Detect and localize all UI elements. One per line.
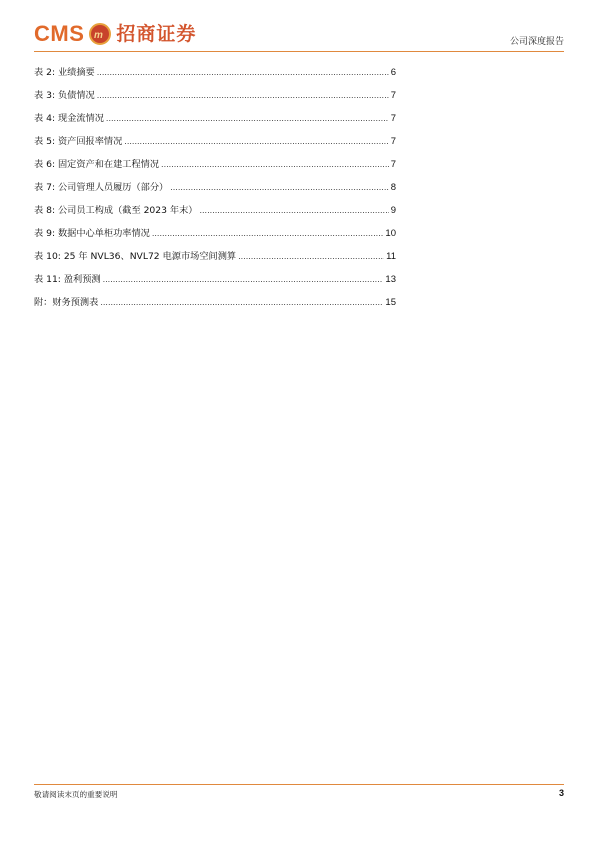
- logo-company-name: 招商证券: [116, 22, 197, 45]
- toc-entry-label: 表 11: 盈利预测: [34, 274, 101, 285]
- toc-entry[interactable]: [34, 271, 396, 294]
- toc-entry-page: 15: [385, 297, 396, 308]
- toc-entry-page: 11: [386, 251, 396, 262]
- toc-entry[interactable]: [34, 133, 396, 156]
- footer-divider: [34, 784, 564, 785]
- toc-leader-dots: [97, 91, 389, 100]
- table-of-contents: [34, 64, 396, 317]
- toc-entry[interactable]: [34, 156, 396, 179]
- report-type-label: 公司深度报告: [509, 37, 564, 47]
- toc-entry-page: 8: [390, 182, 396, 193]
- toc-entry-page: 7: [390, 159, 396, 170]
- toc-entry-page: 9: [390, 205, 396, 216]
- toc-entry-label: 表 9: 数据中心单柜功率情况: [34, 228, 150, 239]
- toc-leader-dots: [97, 68, 389, 77]
- toc-entry[interactable]: [34, 248, 396, 271]
- company-logo: [34, 18, 196, 50]
- page-header: [34, 18, 564, 54]
- toc-leader-dots: [106, 114, 389, 123]
- logo-text: CMS: [34, 21, 85, 46]
- toc-entry[interactable]: [34, 179, 396, 202]
- toc-leader-dots: [152, 229, 384, 238]
- disclaimer-note: 敬请阅读末页的重要说明: [34, 790, 118, 799]
- toc-entry[interactable]: [34, 64, 396, 87]
- toc-leader-dots: [103, 275, 384, 284]
- toc-entry-page: 6: [390, 67, 396, 78]
- page-number: 3: [558, 788, 564, 798]
- toc-entry-label: 表 2: 业绩摘要: [34, 67, 95, 78]
- toc-entry-page: 10: [385, 228, 396, 239]
- toc-entry-label: 表 5: 资产回报率情况: [34, 136, 123, 147]
- toc-leader-dots: [100, 298, 383, 307]
- toc-entry-page: 7: [390, 136, 396, 147]
- toc-entry-label: 表 3: 负债情况: [34, 90, 95, 101]
- toc-entry-page: 7: [390, 113, 396, 124]
- toc-entry-page: 7: [390, 90, 396, 101]
- toc-leader-dots: [124, 137, 388, 146]
- toc-entry[interactable]: [34, 225, 396, 248]
- toc-entry[interactable]: [34, 202, 396, 225]
- toc-entry-label: 表 8: 公司员工构成（截至 2023 年末）: [34, 205, 198, 216]
- toc-entry-label: 表 7: 公司管理人员履历（部分）: [34, 182, 169, 193]
- logo-emblem-icon: [89, 23, 111, 45]
- header-divider: [34, 51, 564, 52]
- toc-entry[interactable]: [34, 110, 396, 133]
- toc-entry-label: 表 6: 固定资产和在建工程情况: [34, 159, 160, 170]
- toc-leader-dots: [161, 160, 389, 169]
- toc-leader-dots: [199, 206, 388, 215]
- toc-entry-label: 附：财务预测表: [34, 297, 99, 308]
- toc-leader-dots: [170, 183, 388, 192]
- toc-leader-dots: [238, 252, 384, 261]
- toc-entry-label: 表 10: 25 年 NVL36、NVL72 电源市场空间测算: [34, 251, 237, 262]
- toc-entry[interactable]: [34, 87, 396, 110]
- toc-entry-page: 13: [385, 274, 396, 285]
- toc-entry-label: 表 4: 现金流情况: [34, 113, 104, 124]
- svg-text:m: m: [94, 30, 104, 41]
- toc-entry[interactable]: [34, 294, 396, 317]
